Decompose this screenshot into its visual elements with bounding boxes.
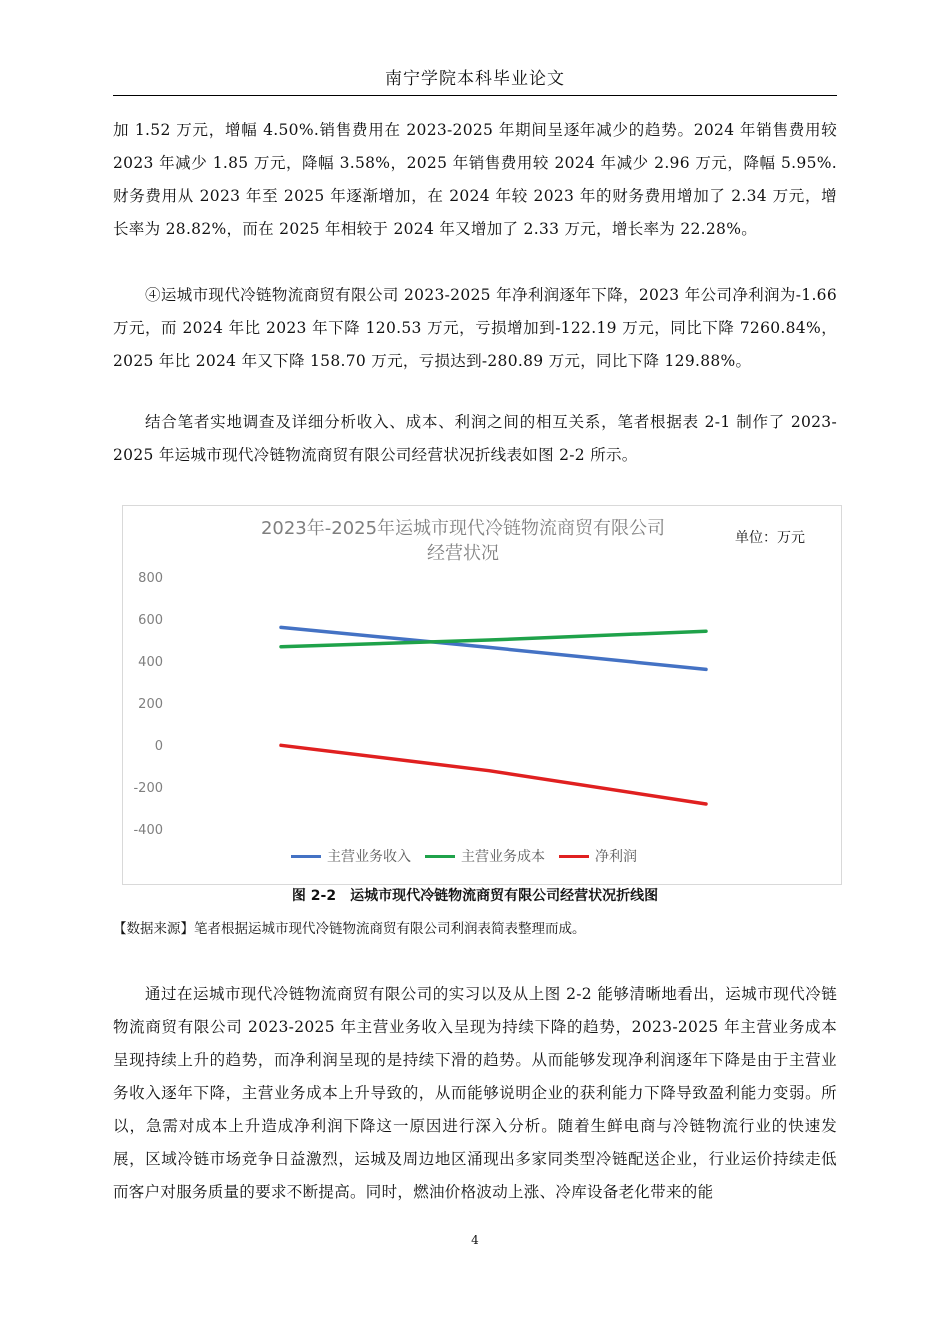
y-tick-label: 200	[138, 697, 163, 712]
legend-label: 净利润	[595, 849, 637, 865]
legend-item-2	[425, 846, 545, 866]
legend-item-1	[291, 846, 411, 866]
page-header: 南宁学院本科毕业论文	[385, 69, 565, 89]
figure-source-note: 【数据来源】笔者根据运城市现代冷链物流商贸有限公司利润表简表整理而成。	[113, 921, 586, 937]
y-tick-label: -400	[133, 823, 163, 838]
legend-label: 主营业务成本	[461, 849, 545, 865]
y-tick-label: 600	[138, 613, 163, 628]
header-rule	[113, 95, 837, 96]
chart-unit-label: 单位：万元	[735, 530, 805, 546]
series-line-3	[281, 745, 706, 804]
chart-title-line-1: 2023年-2025年运城市现代冷链物流商贸有限公司	[260, 518, 666, 539]
y-tick-label: 400	[138, 655, 163, 670]
legend-swatch	[425, 855, 455, 858]
y-tick-label: -200	[133, 781, 163, 796]
paragraph-2: ④运城市现代冷链物流商贸有限公司 2023-2025 年净利润逐年下降，2023 年公司净利润为-1.66 万元，而 2024 年比 2023 年下降 120.53 万元，亏损增加到-122.19 万元，同比下降 7260.84%，2025 年比 2024 年又下降 158.70 万元，亏损达到-280.89 万元，同比下降 129.88%。	[113, 286, 837, 370]
y-tick-label: 0	[154, 739, 163, 754]
chart-title	[183, 516, 743, 566]
paragraph-1: 加 1.52 万元，增幅 4.50%.销售费用在 2023-2025 年期间呈逐年减少的趋势。2024 年销售费用较 2023 年减少 1.85 万元，降幅 3.58%，2025 年销售费用较 2024 年减少 2.96 万元，降幅 5.95%.财务费用从 2023 年至 2025 年逐渐增加，在 2024 年较 2023 年的财务费用增加了 2.34 万元，增长率为 28.82%，而在 2025 年相较于 2024 年又增加了 2.33 万元，增长率为 22.28%。	[113, 121, 837, 238]
legend-item-3	[559, 846, 637, 866]
line-chart	[122, 505, 842, 885]
page-number: 4	[471, 1233, 479, 1247]
legend-swatch	[291, 855, 321, 858]
chart-legend	[291, 846, 637, 866]
figure-caption: 图 2-2 运城市现代冷链物流商贸有限公司经营状况折线图	[291, 888, 659, 904]
y-tick-label: 800	[138, 571, 163, 586]
paragraph-4: 通过在运城市现代冷链物流商贸有限公司的实习以及从上图 2-2 能够清晰地看出，运城市现代冷链物流商贸有限公司 2023-2025 年主营业务收入呈现为持续下降的趋势，2023-2025 年主营业务成本呈现持续上升的趋势，而净利润呈现的是持续下滑的趋势。从而能够发现净利润逐年下降是由于主营业务收入逐年下降，主营业务成本上升导致的，从而能够说明企业的获利能力下降导致盈利能力变弱。所以，急需对成本上升造成净利润下降这一原因进行深入分析。随着生鲜电商与冷链物流行业的快速发展，区域冷链市场竞争日益激烈，运城及周边地区涌现出多家同类型冷链配送企业，行业运价持续走低而客户对服务质量的要求不断提高。同时，燃油价格波动上涨、冷库设备老化带来的能	[113, 985, 837, 1201]
legend-label: 主营业务收入	[327, 849, 411, 865]
paragraph-3: 结合笔者实地调查及详细分析收入、成本、利润之间的相互关系，笔者根据表 2-1 制作了 2023-2025 年运城市现代冷链物流商贸有限公司经营状况折线表如图 2-2 所示。	[113, 413, 837, 464]
chart-title-line-2: 经营状况	[427, 543, 499, 564]
legend-swatch	[559, 855, 589, 858]
